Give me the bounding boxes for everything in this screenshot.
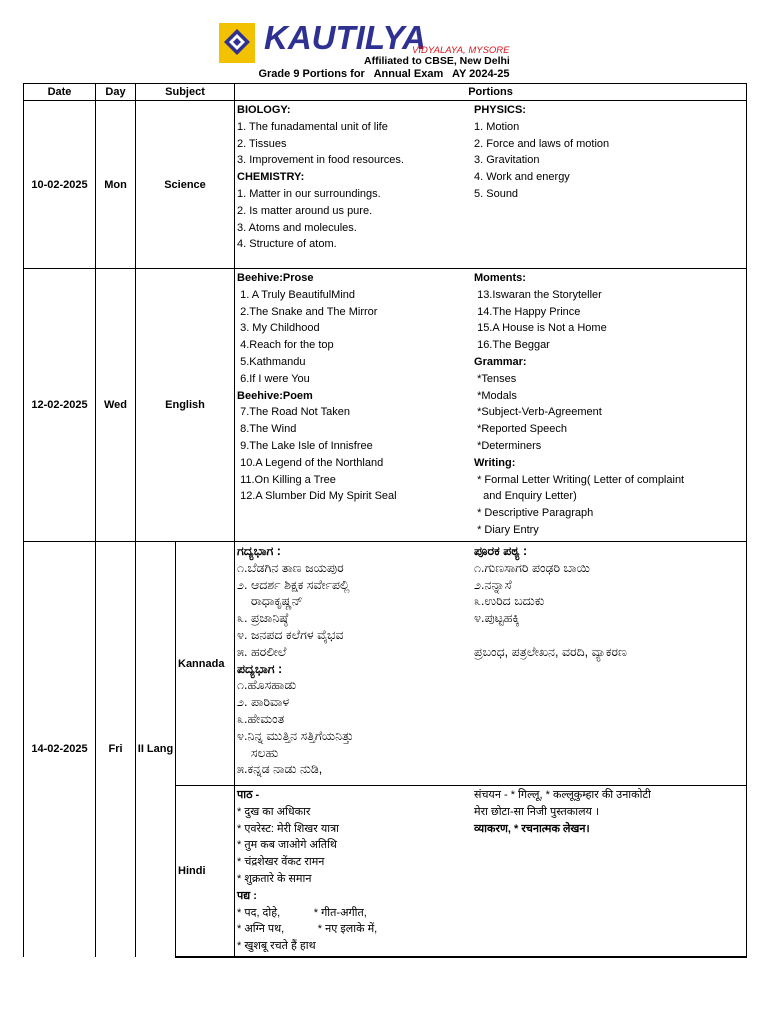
portion-item: ೪.ನಿನ್ನ ಮುತ್ತಿನ ಸತ್ತಿಗೆಯನಿತ್ತು (237, 728, 354, 743)
portion-item: 3. Improvement in food resources. (237, 154, 404, 167)
portion-item: 3. Gravitation (474, 154, 540, 167)
section-heading: पद्य : (237, 889, 257, 902)
portion-list-right (474, 787, 744, 955)
portions-cell (235, 269, 747, 542)
section-heading: Grammar: (474, 355, 527, 368)
portion-item: ೧.ಬೆಡಗಿನ ತಾಣ ಜಯಪುರ (237, 560, 344, 575)
portion-item: and Enquiry Letter) (474, 490, 577, 503)
portion-item: ೩.ಹೇಮಂತ (237, 711, 285, 726)
portion-item: ೩. ಪ್ರಜಾನಿಷ್ಠೆ (237, 611, 289, 626)
section-heading: ಪೂರಕ ಪಠ್ಯ : (474, 544, 528, 558)
row-english (24, 269, 747, 542)
portion-item: 2. Force and laws of motion (474, 137, 610, 150)
date-cell: 10-02-2025 (24, 101, 96, 269)
portion-item: 3. My Childhood (237, 322, 320, 335)
portion-item: 10.A Legend of the Northland (237, 456, 384, 469)
portion-item: 5.Kathmandu (237, 355, 306, 368)
portion-item: * Descriptive Paragraph (474, 507, 594, 520)
portion-item: ಸಲಹು (237, 745, 279, 760)
portion-item: * एवरेस्ट: मेरी शिखर यात्रा (237, 822, 339, 835)
section-heading: BIOLOGY: (237, 104, 291, 116)
portion-item: 4.Reach for the top (237, 339, 334, 352)
portion-item: 3. Atoms and molecules. (237, 221, 357, 234)
portion-list-left (237, 787, 474, 955)
portion-item: ೨. ಆದರ್ಶ ಶಿಕ್ಷಕ ಸರ್ವೇಪಲ್ಲಿ (237, 577, 350, 592)
section-heading: Beehive:Prose (237, 272, 314, 284)
portion-list-right (474, 102, 744, 253)
portion-item: ೧.ಹೊಸಹಾಡು (237, 678, 297, 693)
portion-item: * शुक्रतारे के समान (237, 872, 312, 885)
portion-item: संचयन - * गिल्लू, * कल्लूकुम्हार की उनाकोटी (474, 789, 651, 801)
portion-item: *Tenses (474, 372, 517, 385)
portion-item: ೨.ನನ್ನಾಸೆ (474, 577, 512, 592)
portion-item: 5. Sound (474, 187, 519, 200)
section-heading: Moments: (474, 272, 526, 284)
portion-item: 1. The funadamental unit of life (237, 120, 388, 133)
portion-item: 14.The Happy Prince (474, 305, 581, 318)
kannada-label: Kannada (176, 542, 235, 786)
header-day: Day (96, 84, 136, 101)
row-science (24, 101, 747, 269)
portion-item: 7.The Road Not Taken (237, 406, 350, 419)
date-cell: 12-02-2025 (24, 269, 96, 542)
portion-item: ರಾಧಾಕೃಷ್ಣನ್ (237, 594, 303, 609)
portion-item: 4. Structure of atom. (237, 238, 337, 251)
date-cell: 14-02-2025 (24, 542, 96, 957)
school-logo (216, 20, 526, 66)
portion-list-left (237, 543, 474, 778)
brand-text: KAUTILYA (264, 20, 426, 56)
portion-item: *Reported Speech (474, 423, 567, 436)
portion-list-left (237, 102, 474, 253)
portion-list-right (474, 543, 744, 778)
portion-item (474, 627, 744, 644)
portion-item: 1. Matter in our surroundings. (237, 187, 381, 200)
portion-item: 2. Tissues (237, 137, 287, 150)
header-date: Date (24, 84, 96, 101)
portions-cell (235, 101, 747, 269)
day-cell: Mon (96, 101, 136, 269)
affiliation-text: Affiliated to CBSE, New Delhi (364, 55, 510, 66)
portion-item: 13.Iswaran the Storyteller (474, 288, 602, 301)
row-kannada (24, 542, 747, 786)
portion-item: 12.A Slumber Did My Spirit Seal (237, 490, 397, 503)
subject-cell: II Lang (136, 542, 176, 957)
hindi-portions-cell (235, 786, 747, 957)
school-line-text: VIDYALAYA, MYSORE (412, 45, 510, 56)
day-cell: Fri (96, 542, 136, 957)
portion-item: 1. Motion (474, 120, 520, 133)
portion-item: * खुशबू रचते हैं हाथ (237, 940, 316, 953)
portion-item: ೫. ಹರಲೀಲೆ (237, 644, 287, 659)
portion-item: * पद, दोहे, * गीत-अगीत, (237, 906, 367, 919)
portion-item: ೧.ಗುಣಸಾಗರಿ ಪಂಢರಿ ಬಾಯಿ (474, 560, 590, 575)
portion-item: ೪. ಜನಪದ ಕಲೆಗಳ ವೈಭವ (237, 627, 344, 642)
day-cell: Wed (96, 269, 136, 542)
header-subject: Subject (136, 84, 235, 101)
portion-item: मेरा छोटा-सा निजी पुस्तकालय । (474, 805, 600, 818)
portion-item: 2. Is matter around us pure. (237, 204, 373, 217)
portion-item: ೫.ಕನ್ನಡ ನಾಡು ನುಡಿ, (237, 762, 323, 777)
section-heading: पाठ - (237, 789, 260, 801)
section-heading: Beehive:Poem (237, 389, 313, 402)
portion-item: 1. A Truly BeautifulMind (237, 288, 356, 301)
section-heading: Writing: (474, 456, 516, 469)
portion-item: 9.The Lake Isle of Innisfree (237, 439, 373, 452)
page-title: Grade 9 Portions for Annual Exam AY 2024-25 (258, 68, 510, 80)
portion-item: ಪ್ರಬಂಧ, ಪತ್ರಲೇಖನ, ವರದಿ, ವ್ಯಾಕರಣ (474, 644, 627, 659)
exam-schedule-table (23, 83, 747, 958)
portion-item: 15.A House is Not a Home (474, 322, 607, 335)
portion-item: ೩.ಉರಿದ ಬದುಕು (474, 594, 545, 609)
portion-item: 2.The Snake and The Mirror (237, 305, 378, 318)
portion-item: 16.The Beggar (474, 339, 550, 352)
portion-item: 6.If I were You (237, 372, 310, 385)
portion-item: *Determiners (474, 439, 542, 452)
portion-item: * दुख का अधिकार (237, 805, 311, 818)
section-heading: PHYSICS: (474, 104, 526, 116)
portion-list-right (474, 270, 744, 539)
section-heading: ಗದ್ಯಭಾಗ : (237, 544, 281, 558)
header-portions: Portions (235, 84, 747, 101)
kannada-portions-cell (235, 542, 747, 786)
portion-item: 8.The Wind (237, 423, 297, 436)
subject-cell: English (136, 269, 235, 542)
portion-item: * Formal Letter Writing( Letter of complaint (474, 473, 685, 486)
portion-item: *Modals (474, 389, 517, 402)
portion-item: * चंद्रशेखर वेंकट रामन (237, 856, 325, 869)
subject-cell: Science (136, 101, 235, 269)
section-heading: व्याकरण, * रचनात्मक लेखन। (474, 822, 590, 835)
portion-item: * Diary Entry (474, 523, 539, 536)
portion-item: ೨. ಪಾರಿವಾಳ (237, 695, 290, 710)
portion-item: 4. Work and energy (474, 171, 570, 184)
section-heading: CHEMISTRY: (237, 171, 305, 184)
portion-item: 11.On Killing a Tree (237, 473, 336, 486)
portion-item: * अग्नि पथ, * नए इलाके में, (237, 923, 378, 936)
portion-list-left (237, 270, 474, 539)
portion-item: * तुम कब जाओगे अतिथि (237, 839, 337, 852)
section-heading: ಪದ್ಯಭಾಗ : (237, 661, 283, 676)
header-row (24, 84, 747, 101)
hindi-label: Hindi (176, 786, 235, 957)
portion-item: *Subject-Verb-Agreement (474, 406, 602, 419)
portion-item: ೪.ಪುಟ್ಟಹಕ್ಕಿ (474, 611, 520, 626)
